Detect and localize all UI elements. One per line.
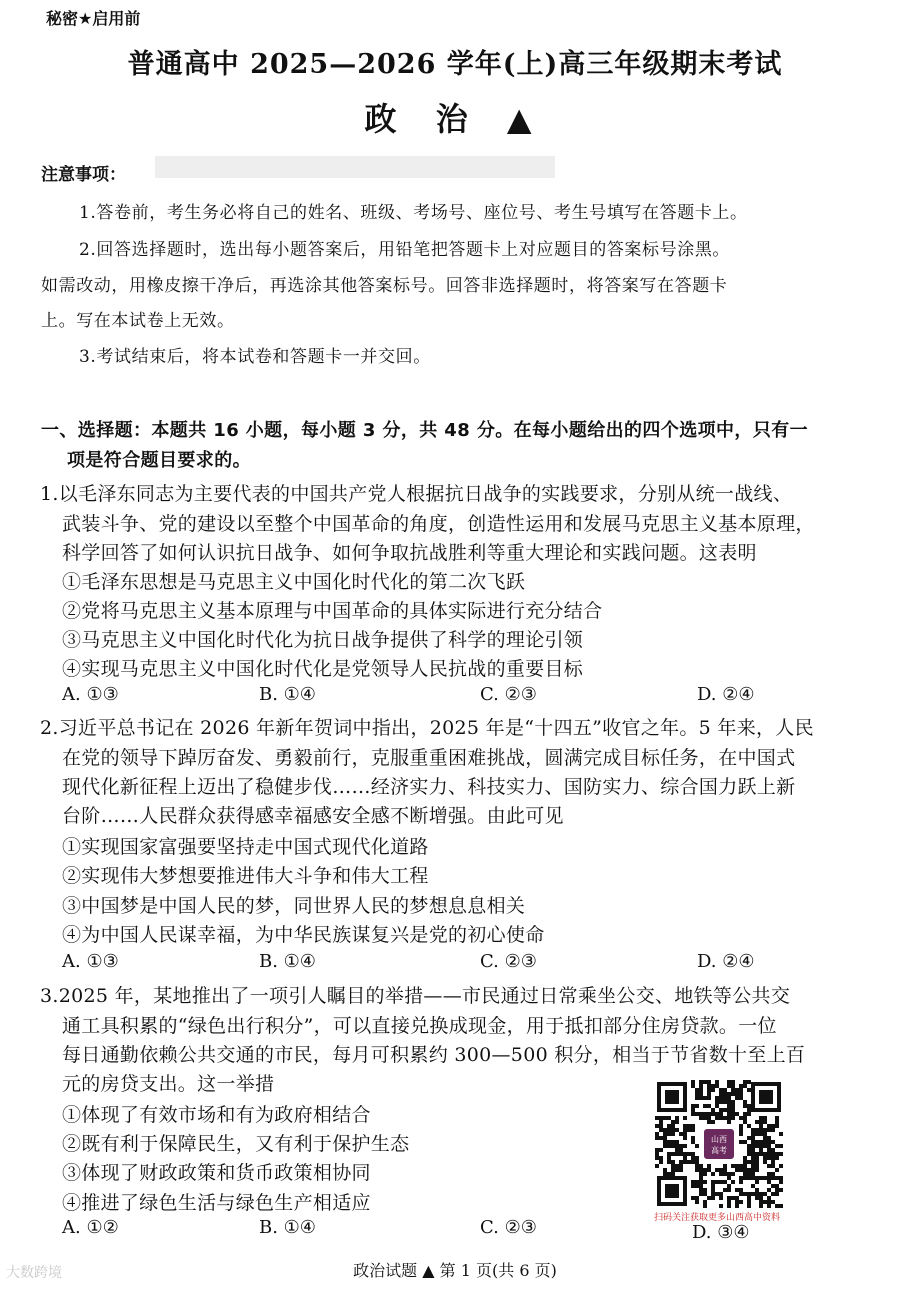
- watermark-logo: 大数跨境: [6, 1265, 62, 1281]
- question-2-line: 台阶……人民群众获得感幸福感安全感不断增强。由此可见: [62, 805, 564, 827]
- question-3-option-c: C. ②③: [480, 1217, 537, 1238]
- page-footer: 政治试题 ▲ 第 1 页(共 6 页): [353, 1261, 557, 1280]
- question-2-statement: ③中国梦是中国人民的梦，同世界人民的梦想息息相关: [62, 895, 526, 917]
- notice-item: 如需改动，用橡皮擦干净后，再选涂其他答案标号。回答非选择题时，将答案写在答题卡: [41, 276, 728, 296]
- notice-heading: 注意事项：: [41, 165, 126, 185]
- secret-label: 秘密★启用前: [46, 9, 141, 28]
- exam-title: 普通高中 2025—2026 学年(上)高三年级期末考试: [127, 49, 783, 80]
- question-2-statement: ①实现国家富强要坚持走中国式现代化道路: [62, 836, 429, 858]
- subject-title: 政 治 ▲: [364, 100, 546, 138]
- qr-code-image: [655, 1080, 783, 1208]
- question-3-statement: ③体现了财政政策和货币政策相协同: [62, 1162, 371, 1184]
- question-1-statement: ①毛泽东思想是马克思主义中国化时代化的第二次飞跃: [62, 571, 526, 593]
- question-2-line: 现代化新征程上迈出了稳健步伐……经济实力、科技实力、国防实力、综合国力跃上新: [62, 776, 796, 798]
- question-2-option-d: D. ②④: [697, 951, 755, 972]
- qr-center-label-bottom: 高考: [711, 1146, 727, 1155]
- section-heading: 一、选择题：本题共 16 小题，每小题 3 分，共 48 分。在每小题给出的四个选项中，只有一: [41, 420, 809, 441]
- notice-item: 1.答卷前，考生务必将自己的姓名、班级、考场号、座位号、考生号填写在答题卡上。: [79, 203, 748, 223]
- question-1-line: 1.以毛泽东同志为主要代表的中国共产党人根据抗日战争的实践要求，分别从统一战线、: [40, 483, 793, 505]
- question-3-option-d: D. ③④: [692, 1222, 750, 1243]
- question-1-statement: ③马克思主义中国化时代化为抗日战争提供了科学的理论引领: [62, 629, 584, 651]
- question-2-statement: ②实现伟大梦想要推进伟大斗争和伟大工程: [62, 865, 429, 887]
- question-3-statement: ①体现了有效市场和有为政府相结合: [62, 1104, 371, 1126]
- qr-center-label-top: 山西: [711, 1135, 727, 1144]
- question-2-line: 2.习近平总书记在 2026 年新年贺词中指出，2025 年是“十四五”收官之年。5 年来，人民: [40, 717, 814, 739]
- qr-code[interactable]: [655, 1080, 783, 1208]
- question-2-option-b: B. ①④: [259, 951, 316, 972]
- question-3-statement: ④推进了绿色生活与绿色生产相适应: [62, 1192, 371, 1214]
- question-3-line: 每日通勤依赖公共交通的市民，每月可积累约 300—500 积分，相当于节省数十至上百: [62, 1044, 806, 1066]
- notice-shaded-bar: [155, 156, 555, 178]
- question-2-line: 在党的领导下踔厉奋发、勇毅前行，克服重重困难挑战，圆满完成目标任务，在中国式: [62, 747, 796, 769]
- question-3-line: 元的房贷支出。这一举措: [62, 1073, 275, 1095]
- section-heading-cont: 项是符合题目要求的。: [67, 450, 251, 471]
- question-1-line: 武装斗争、党的建设以至整个中国革命的角度，创造性运用和发展马克思主义基本原理，: [62, 513, 815, 535]
- notice-item: 2.回答选择题时，选出每小题答案后，用铅笔把答题卡上对应题目的答案标号涂黑。: [79, 240, 731, 260]
- question-3-line: 3.2025 年，某地推出了一项引人瞩目的举措——市民通过日常乘坐公交、地铁等公共交: [40, 985, 791, 1007]
- question-2-statement: ④为中国人民谋幸福，为中华民族谋复兴是党的初心使命: [62, 924, 545, 946]
- question-1-option-d: D. ②④: [697, 684, 755, 705]
- question-2-option-c: C. ②③: [480, 951, 537, 972]
- notice-item: 3.考试结束后，将本试卷和答题卡一并交回。: [79, 347, 431, 367]
- question-1-line: 科学回答了如何认识抗日战争、如何争取抗战胜利等重大理论和实践问题。这表明: [62, 542, 757, 564]
- question-1-option-b: B. ①④: [259, 684, 316, 705]
- question-3-statement: ②既有利于保障民生，又有利于保护生态: [62, 1133, 410, 1155]
- question-1-option-a: A. ①③: [62, 684, 119, 705]
- question-3-option-a: A. ①②: [62, 1217, 119, 1238]
- question-2-option-a: A. ①③: [62, 951, 119, 972]
- qr-caption: 扫码关注获取更多山西高中资料: [654, 1213, 781, 1223]
- question-3-line: 通工具积累的“绿色出行积分”，可以直接兑换成现金，用于抵扣部分住房贷款。一位: [62, 1015, 777, 1037]
- question-3-option-b: B. ①④: [259, 1217, 316, 1238]
- question-1-statement: ②党将马克思主义基本原理与中国革命的具体实际进行充分结合: [62, 600, 603, 622]
- question-1-option-c: C. ②③: [480, 684, 537, 705]
- question-1-statement: ④实现马克思主义中国化时代化是党领导人民抗战的重要目标: [62, 658, 584, 680]
- notice-item: 上。写在本试卷上无效。: [41, 311, 235, 331]
